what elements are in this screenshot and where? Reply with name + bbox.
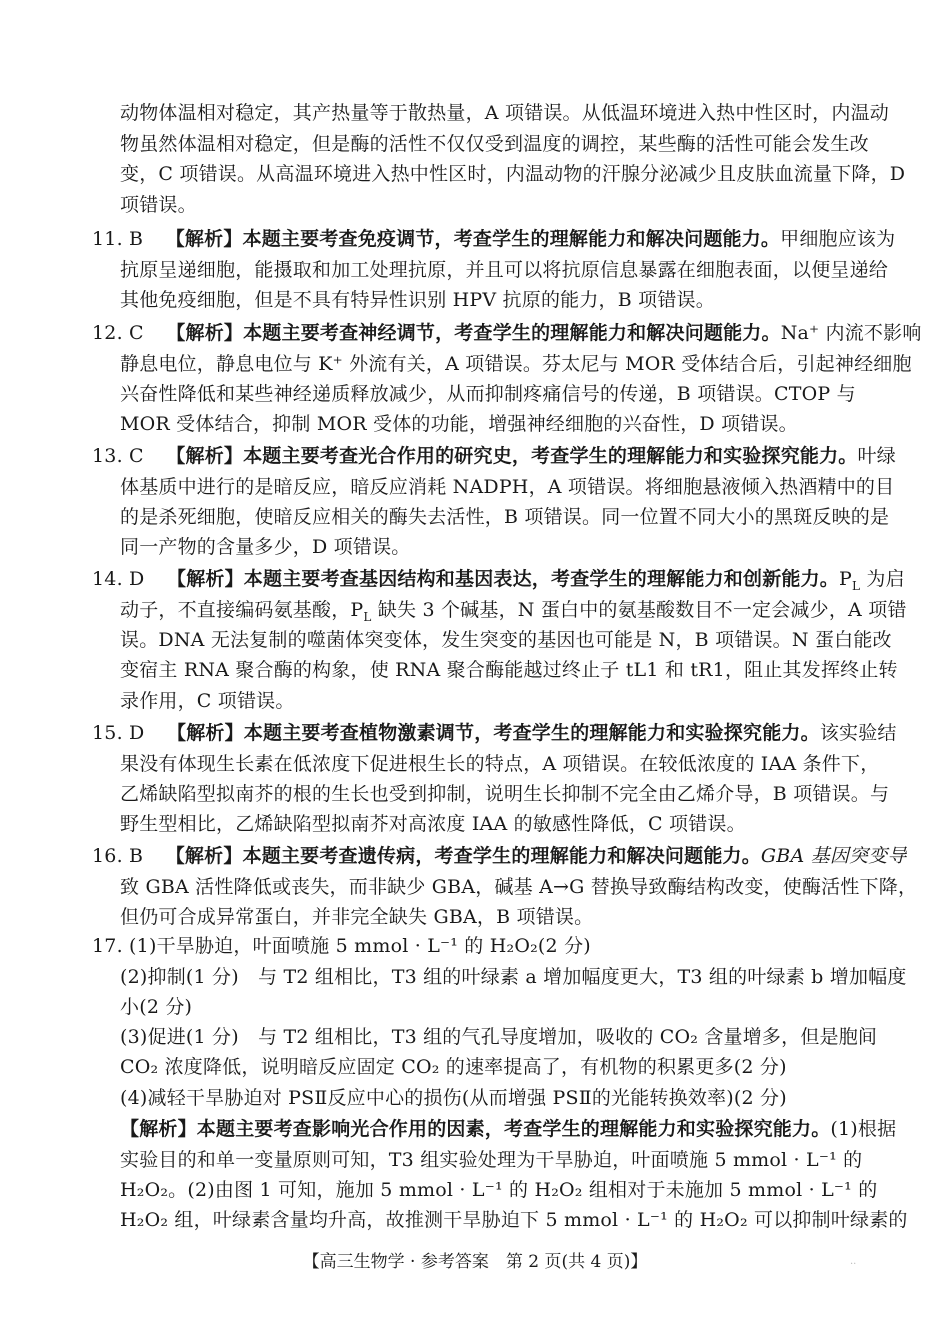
text-line: 项错误。 [120, 194, 197, 216]
answer-text: 甲细胞应该为 [780, 228, 896, 250]
text-line: MOR 受体结合，抑制 MOR 受体的功能，增强神经细胞的兴奋性，D 项错误。 [120, 413, 798, 435]
text-line: 乙烯缺陷型拟南芥的根的生长也受到抑制，说明生长抑制不完全由乙烯介导，B 项错误。与 [120, 783, 890, 805]
text-line: 小(2 分) [120, 996, 193, 1018]
question-number: 14. D [92, 568, 145, 590]
analysis-heading: 【解析】本题主要考查遗传病，考查学生的理解能力和解决问题能力。 [165, 845, 761, 867]
text-line: 体基质中进行的是暗反应，暗反应消耗 NADPH，A 项错误。将细胞悬液倾入热酒精中的目 [120, 476, 895, 498]
question-number: 15. D [92, 722, 145, 744]
text-line: 动子，不直接编码氨基酸，$P_L$ 缺失 3 个碱基，N 蛋白中的氨基酸数目不一定会减少，A 项错 [120, 599, 907, 624]
analysis-heading: 【解析】本题主要考查神经调节，考查学生的理解能力和解决问题能力。 [166, 322, 781, 344]
question-number: 13. C [92, 445, 144, 467]
answer-text: GBA 基因突变导 [760, 845, 907, 867]
question-17-line: 17. (1)干旱胁迫，叶面喷施 5 mmol · L⁻¹ 的 H₂O₂(2 分) [92, 935, 591, 957]
answer-text: $P_L$ 为启 [839, 568, 905, 593]
question-number: 12. C [92, 322, 144, 344]
answer-text: 叶绿 [857, 445, 896, 467]
text-line: 野生型相比，乙烯缺陷型拟南芥对高浓度 IAA 的敏感性降低，C 项错误。 [120, 813, 746, 835]
text-line: 动物体温相对稳定，其产热量等于散热量，A 项错误。从低温环境进入热中性区时，内温动 [120, 102, 889, 124]
text-line: 误。DNA 无法复制的噬菌体突变体，发生突变的基因也可能是 N，B 项错误。N 蛋白能改 [120, 629, 892, 651]
question-11-line [92, 224, 895, 254]
question-13-line [92, 441, 896, 471]
page-footer: 【高三生物学 · 参考答案 第 2 页(共 4 页)】 [302, 1252, 648, 1272]
answer-text: 该实验结 [819, 722, 897, 744]
text-line: 兴奋性降低和某些神经递质释放减少，从而抑制疼痛信号的传递，B 项错误。CTOP 与 [120, 383, 856, 405]
text-line: 录作用，C 项错误。 [120, 690, 295, 712]
analysis-heading: 【解析】本题主要考查光合作用的研究史，考查学生的理解能力和实验探究能力。 [166, 445, 858, 467]
question-number: 16. B [92, 845, 144, 867]
text-line: 的是杀死细胞，使暗反应相关的酶失去活性，B 项错误。同一位置不同大小的黑斑反映的是 [120, 506, 890, 528]
text-line: 致 GBA 活性降低或丧失，而非缺少 GBA，碱基 A→G 替换导致酶结构改变，使酶活性下降， [120, 876, 918, 898]
text-line: 变，C 项错误。从高温环境进入热中性区时，内温动物的汗腺分泌减少且皮肤血流量下降，D [120, 163, 906, 185]
answer-text: (1)根据 [830, 1118, 897, 1140]
analysis-line [120, 1114, 896, 1144]
text-line: 物虽然体温相对稳定，但是酶的活性不仅仅受到温度的调控，某些酶的活性可能会发生改 [120, 133, 869, 155]
question-16-line [92, 841, 907, 871]
text-line: 果没有体现生长素在低浓度下促进根生长的特点，A 项错误。在较低浓度的 IAA 条件下， [120, 753, 880, 775]
footer-mark: .. [850, 1256, 857, 1267]
text-line: 其他免疫细胞，但是不具有特异性识别 HPV 抗原的能力，B 项错误。 [120, 289, 715, 311]
text-line: (3)促进(1 分) 与 T2 组相比，T3 组的气孔导度增加，吸收的 CO₂ 含量增多，但是胞间 [120, 1026, 878, 1048]
text-line: 抗原呈递细胞，能摄取和加工处理抗原，并且可以将抗原信息暴露在细胞表面，以便呈递给 [120, 259, 889, 281]
text-line: 静息电位，静息电位与 K⁺ 外流有关，A 项错误。芬太尼与 MOR 受体结合后，引起神经细胞 [120, 353, 912, 375]
text-line: 同一产物的含量多少，D 项错误。 [120, 536, 411, 558]
text-line: 实验目的和单一变量原则可知，T3 组实验处理为干旱胁迫，叶面喷施 5 mmol · L⁻¹ 的 [120, 1149, 863, 1171]
analysis-heading: 【解析】本题主要考查免疫调节，考查学生的理解能力和解决问题能力。 [165, 228, 781, 250]
text-line: (4)减轻干旱胁迫对 PSⅡ反应中心的损伤(从而增强 PSⅡ的光能转换效率)(2 分) [120, 1087, 787, 1109]
question-number: 11. B [92, 228, 144, 250]
analysis-heading: 【解析】本题主要考查植物激素调节，考查学生的理解能力和实验探究能力。 [167, 722, 820, 744]
question-14-line [92, 564, 905, 594]
text-line: H₂O₂ 组，叶绿素含量均升高，故推测干旱胁迫下 5 mmol · L⁻¹ 的 H₂O₂ 可以抑制叶绿素的 [120, 1209, 908, 1231]
question-12-line [92, 318, 922, 348]
text-line: 变宿主 RNA 聚合酶的构象，使 RNA 聚合酶能越过终止子 tL1 和 tR1，阻止其发挥终止转 [120, 659, 898, 681]
text-line: CO₂ 浓度降低，说明暗反应固定 CO₂ 的速率提高了，有机物的积累更多(2 分) [120, 1056, 787, 1078]
analysis-heading: 【解析】本题主要考查影响光合作用的因素，考查学生的理解能力和实验探究能力。 [120, 1118, 831, 1140]
answer-text: Na⁺ 内流不影响 [780, 322, 922, 344]
text-line: H₂O₂。(2)由图 1 可知，施加 5 mmol · L⁻¹ 的 H₂O₂ 组相对于未施加 5 mmol · L⁻¹ 的 [120, 1179, 878, 1201]
text-line: 但仍可合成异常蛋白，并非完全缺失 GBA，B 项错误。 [120, 906, 594, 928]
text-line: (2)抑制(1 分) 与 T2 组相比，T3 组的叶绿素 a 增加幅度更大，T3 组的叶绿素 b 增加幅度 [120, 966, 907, 988]
analysis-heading: 【解析】本题主要考查基因结构和基因表达，考查学生的理解能力和创新能力。 [167, 568, 840, 590]
question-15-line [92, 718, 897, 748]
